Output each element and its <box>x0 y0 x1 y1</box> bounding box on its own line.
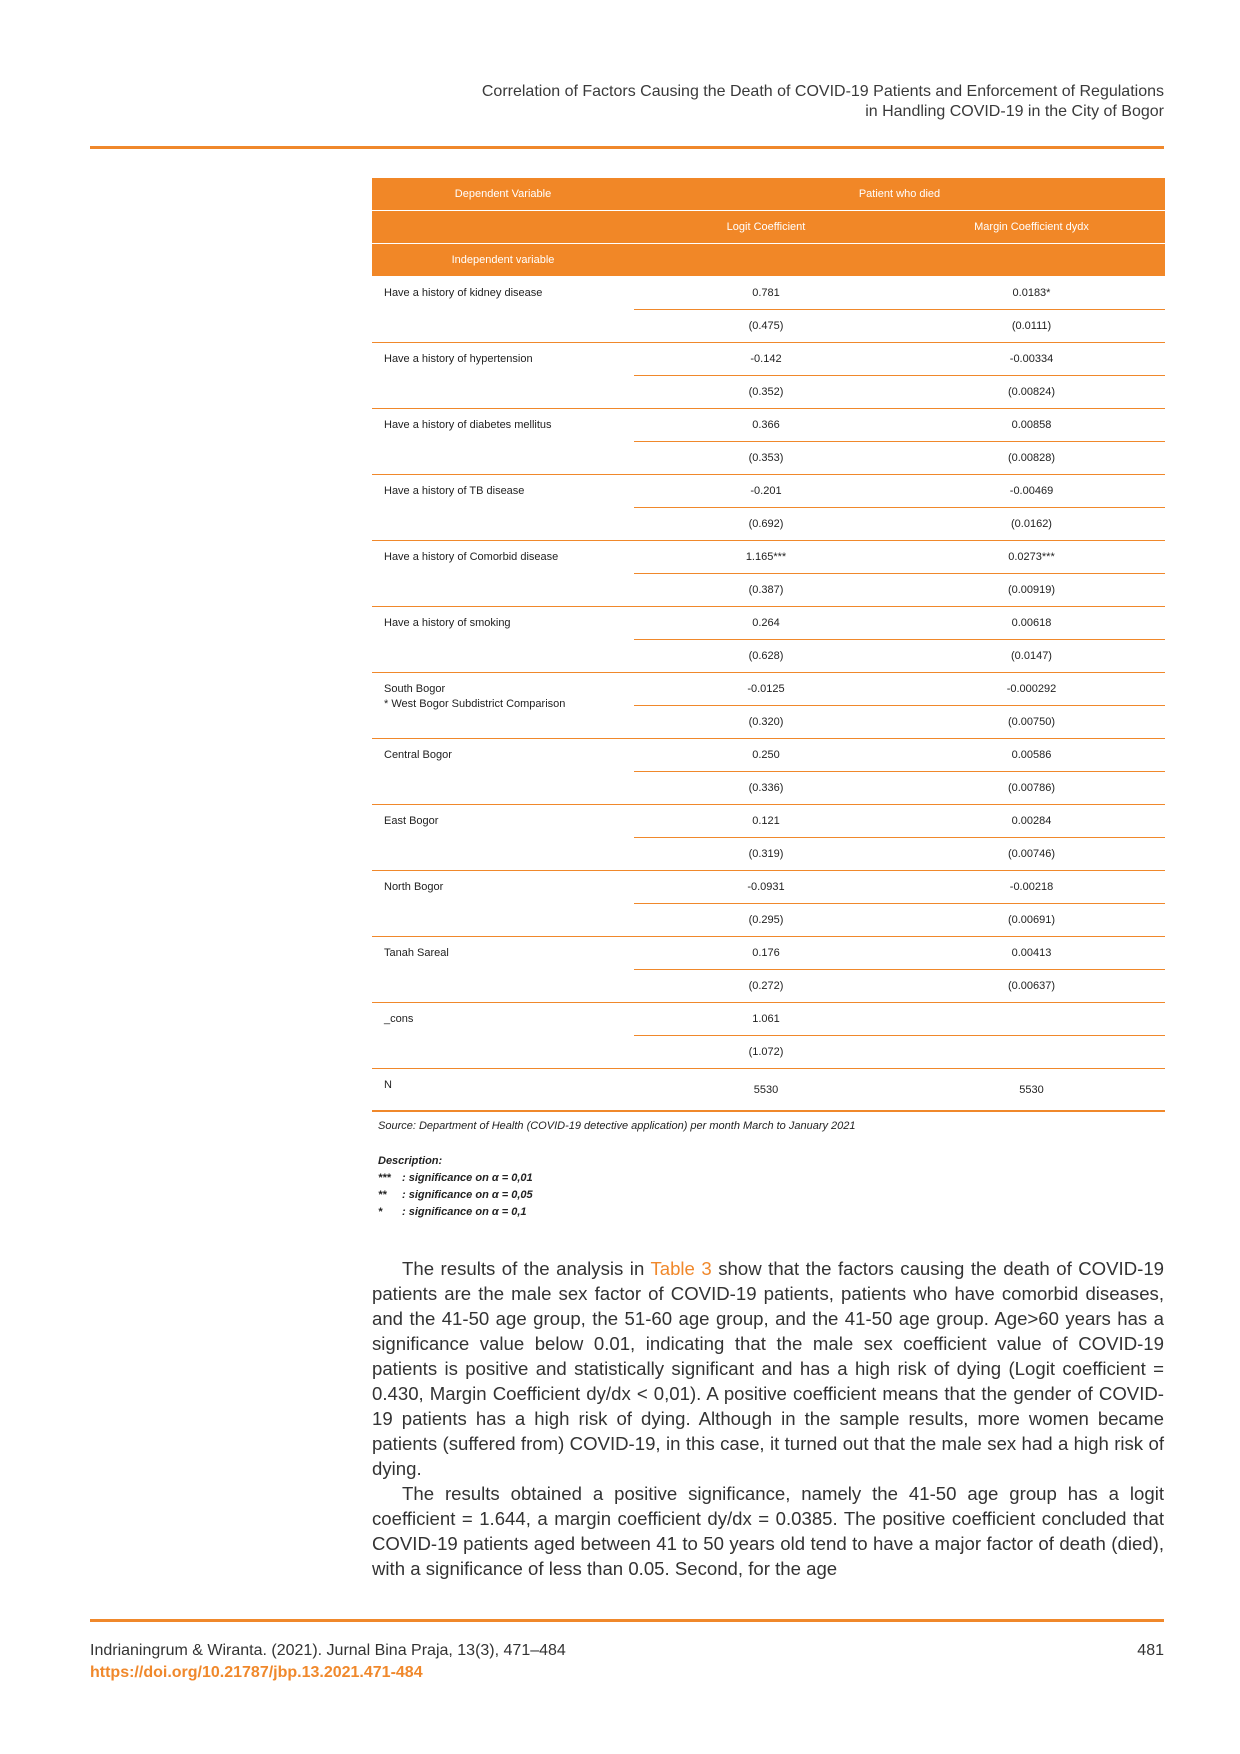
margin-standard-error-cell: (0.00746) <box>898 838 1165 871</box>
description-title: Description: <box>378 1155 443 1167</box>
table-row <box>372 805 1165 838</box>
logit-coefficient-cell: -0.142 <box>634 343 898 376</box>
margin-coefficient-cell: 0.00586 <box>898 739 1165 772</box>
margin-coefficient-cell: 0.0183* <box>898 277 1165 310</box>
margin-coefficient-cell: 0.00858 <box>898 409 1165 442</box>
significance-symbol: * <box>378 1206 383 1218</box>
logit-standard-error-cell: (0.319) <box>634 838 898 871</box>
variable-name: Have a history of hypertension <box>384 353 533 365</box>
variable-name: North Bogor <box>384 881 444 893</box>
variable-label <box>372 277 634 343</box>
variable-note: * West Bogor Subdistrict Comparison <box>384 698 566 710</box>
variable-label <box>372 871 634 937</box>
empty-header-cell <box>372 211 634 244</box>
table-row <box>372 607 1165 640</box>
logit-standard-error-cell: (0.272) <box>634 970 898 1003</box>
logit-standard-error-cell: (0.336) <box>634 772 898 805</box>
table-header-row <box>372 178 1165 211</box>
table-row <box>372 1003 1165 1036</box>
margin-coefficient-cell: -0.00218 <box>898 871 1165 904</box>
margin-coefficient-cell: -0.00469 <box>898 475 1165 508</box>
logit-standard-error-cell: (0.353) <box>634 442 898 475</box>
margin-standard-error-cell: (0.0147) <box>898 640 1165 673</box>
table-3-link[interactable]: Table 3 <box>650 1258 712 1279</box>
margin-coefficient-cell: 0.0273*** <box>898 541 1165 574</box>
running-header-line-2: in Handling COVID-19 in the City of Bogor <box>865 103 1164 120</box>
n-margin-cell: 5530 <box>898 1069 1165 1112</box>
variable-label <box>372 343 634 409</box>
paragraph-text: show that the factors causing the death of COVID-19 patients are the male sex factor of COVID-19 patients, patients who have comorbid diseases, and the 41-50 age group, the 51-60 age group, and the 41-50 age group. Age>60 years has a significance value below 0.01, indicating that the male sex coefficient value of COVID-19 patients is positive and statistically significant and has a high risk of dying (Logit coefficient = 0.430, Margin Coefficient dy/dx < 0,01). A positive coefficient means that the gender of COVID-19 patients has a high risk of dying. Although in the sample results, more women became patients (suffered from) COVID-19, in this case, it turned out that the male sex had a high risk of dying. <box>372 1258 1165 1479</box>
margin-standard-error-cell: (0.00786) <box>898 772 1165 805</box>
variable-label <box>372 475 634 541</box>
significance-text: : significance on α = 0,01 <box>402 1172 533 1184</box>
running-header-line-1: Correlation of Factors Causing the Death of COVID-19 Patients and Enforcement of Regulations <box>481 83 1164 100</box>
variable-label <box>372 1003 634 1069</box>
table-subheader-row <box>372 211 1165 244</box>
table-row <box>372 343 1165 376</box>
margin-coefficient-header: Margin Coefficient dydx <box>898 211 1165 244</box>
doi-link[interactable]: https://doi.org/10.21787/jbp.13.2021.471-484 <box>90 1664 423 1681</box>
paragraph-text: The results of the analysis in <box>402 1258 651 1279</box>
independent-variable-header: Independent variable <box>372 244 634 277</box>
margin-standard-error-cell <box>898 1036 1165 1069</box>
body-text <box>372 1256 1164 1581</box>
table-row <box>372 277 1165 310</box>
running-header <box>264 82 1164 122</box>
footer-divider <box>90 1619 1164 1622</box>
table-body <box>372 277 1165 1112</box>
logit-coefficient-cell: -0.0125 <box>634 673 898 706</box>
table-row <box>372 541 1165 574</box>
margin-coefficient-cell: 0.00618 <box>898 607 1165 640</box>
margin-standard-error-cell: (0.0111) <box>898 310 1165 343</box>
logit-coefficient-cell: 0.366 <box>634 409 898 442</box>
variable-label <box>372 739 634 805</box>
dependent-variable-header: Dependent Variable <box>372 178 634 211</box>
logit-coefficient-cell: 0.121 <box>634 805 898 838</box>
table-row <box>372 409 1165 442</box>
body-paragraph-1 <box>372 1256 1164 1481</box>
n-label: N <box>372 1069 634 1112</box>
variable-label <box>372 673 634 739</box>
margin-coefficient-cell: -0.00334 <box>898 343 1165 376</box>
logit-standard-error-cell: (0.295) <box>634 904 898 937</box>
variable-name: South Bogor <box>384 683 446 695</box>
margin-standard-error-cell: (0.0162) <box>898 508 1165 541</box>
significance-description <box>378 1153 533 1221</box>
logit-standard-error-cell: (0.387) <box>634 574 898 607</box>
body-paragraph-2: The results obtained a positive significance, namely the 41-50 age group has a logit coefficient = 1.644, a margin coefficient dy/dx = 0.0385. The positive coefficient concluded that COVID-19 patients aged between 41 to 50 years old tend to have a major factor of death (died), with a significance of less than 0.05. Second, for the age <box>372 1483 1164 1579</box>
variable-label <box>372 937 634 1003</box>
logit-standard-error-cell: (0.628) <box>634 640 898 673</box>
variable-label <box>372 607 634 673</box>
variable-name: East Bogor <box>384 815 439 827</box>
logit-coefficient-cell: 1.165*** <box>634 541 898 574</box>
significance-text: : significance on α = 0,1 <box>402 1206 527 1218</box>
margin-standard-error-cell: (0.00824) <box>898 376 1165 409</box>
variable-name: Have a history of kidney disease <box>384 287 543 299</box>
margin-standard-error-cell: (0.00637) <box>898 970 1165 1003</box>
margin-standard-error-cell: (0.00750) <box>898 706 1165 739</box>
significance-item <box>378 1204 533 1221</box>
patient-who-died-header: Patient who died <box>634 178 1165 211</box>
logit-standard-error-cell: (0.475) <box>634 310 898 343</box>
variable-label <box>372 409 634 475</box>
margin-standard-error-cell: (0.00691) <box>898 904 1165 937</box>
table-independent-row <box>372 244 1165 277</box>
variable-name: Have a history of TB disease <box>384 485 525 497</box>
significance-item <box>378 1187 533 1204</box>
logit-standard-error-cell: (1.072) <box>634 1036 898 1069</box>
margin-standard-error-cell: (0.00828) <box>898 442 1165 475</box>
footer-citation: Indrianingrum & Wiranta. (2021). Jurnal Bina Praja, 13(3), 471–484 <box>90 1642 566 1659</box>
variable-label <box>372 541 634 607</box>
empty-header-cell <box>634 244 898 277</box>
header-divider <box>90 146 1164 149</box>
table-row <box>372 871 1165 904</box>
margin-coefficient-cell: 0.00284 <box>898 805 1165 838</box>
logit-coefficient-cell: 1.061 <box>634 1003 898 1036</box>
table-row <box>372 673 1165 706</box>
margin-standard-error-cell: (0.00919) <box>898 574 1165 607</box>
table-source-note: Source: Department of Health (COVID-19 detective application) per month March to January 2021 <box>378 1120 856 1132</box>
logit-coefficient-cell: 0.250 <box>634 739 898 772</box>
variable-name: Have a history of diabetes mellitus <box>384 419 552 431</box>
variable-name: Tanah Sareal <box>384 947 449 959</box>
margin-coefficient-cell: -0.000292 <box>898 673 1165 706</box>
page-number: 481 <box>1137 1642 1164 1659</box>
variable-name: _cons <box>384 1013 414 1025</box>
regression-table <box>372 178 1165 1112</box>
empty-header-cell <box>898 244 1165 277</box>
variable-name: Have a history of smoking <box>384 617 511 629</box>
table-row <box>372 475 1165 508</box>
variable-label <box>372 805 634 871</box>
logit-coefficient-cell: 0.176 <box>634 937 898 970</box>
significance-symbol: ** <box>378 1189 387 1201</box>
logit-coefficient-cell: -0.201 <box>634 475 898 508</box>
variable-name: Have a history of Comorbid disease <box>384 551 559 563</box>
logit-coefficient-cell: -0.0931 <box>634 871 898 904</box>
logit-standard-error-cell: (0.320) <box>634 706 898 739</box>
logit-standard-error-cell: (0.692) <box>634 508 898 541</box>
significance-symbol: *** <box>378 1172 391 1184</box>
logit-coefficient-cell: 0.781 <box>634 277 898 310</box>
variable-name: Central Bogor <box>384 749 452 761</box>
table-row <box>372 937 1165 970</box>
significance-item <box>378 1170 533 1187</box>
logit-standard-error-cell: (0.352) <box>634 376 898 409</box>
logit-coefficient-header: Logit Coefficient <box>634 211 898 244</box>
margin-coefficient-cell <box>898 1003 1165 1036</box>
logit-coefficient-cell: 0.264 <box>634 607 898 640</box>
table-row <box>372 739 1165 772</box>
n-logit-cell: 5530 <box>634 1069 898 1112</box>
table-row-n <box>372 1069 1165 1112</box>
significance-text: : significance on α = 0,05 <box>402 1189 533 1201</box>
margin-coefficient-cell: 0.00413 <box>898 937 1165 970</box>
